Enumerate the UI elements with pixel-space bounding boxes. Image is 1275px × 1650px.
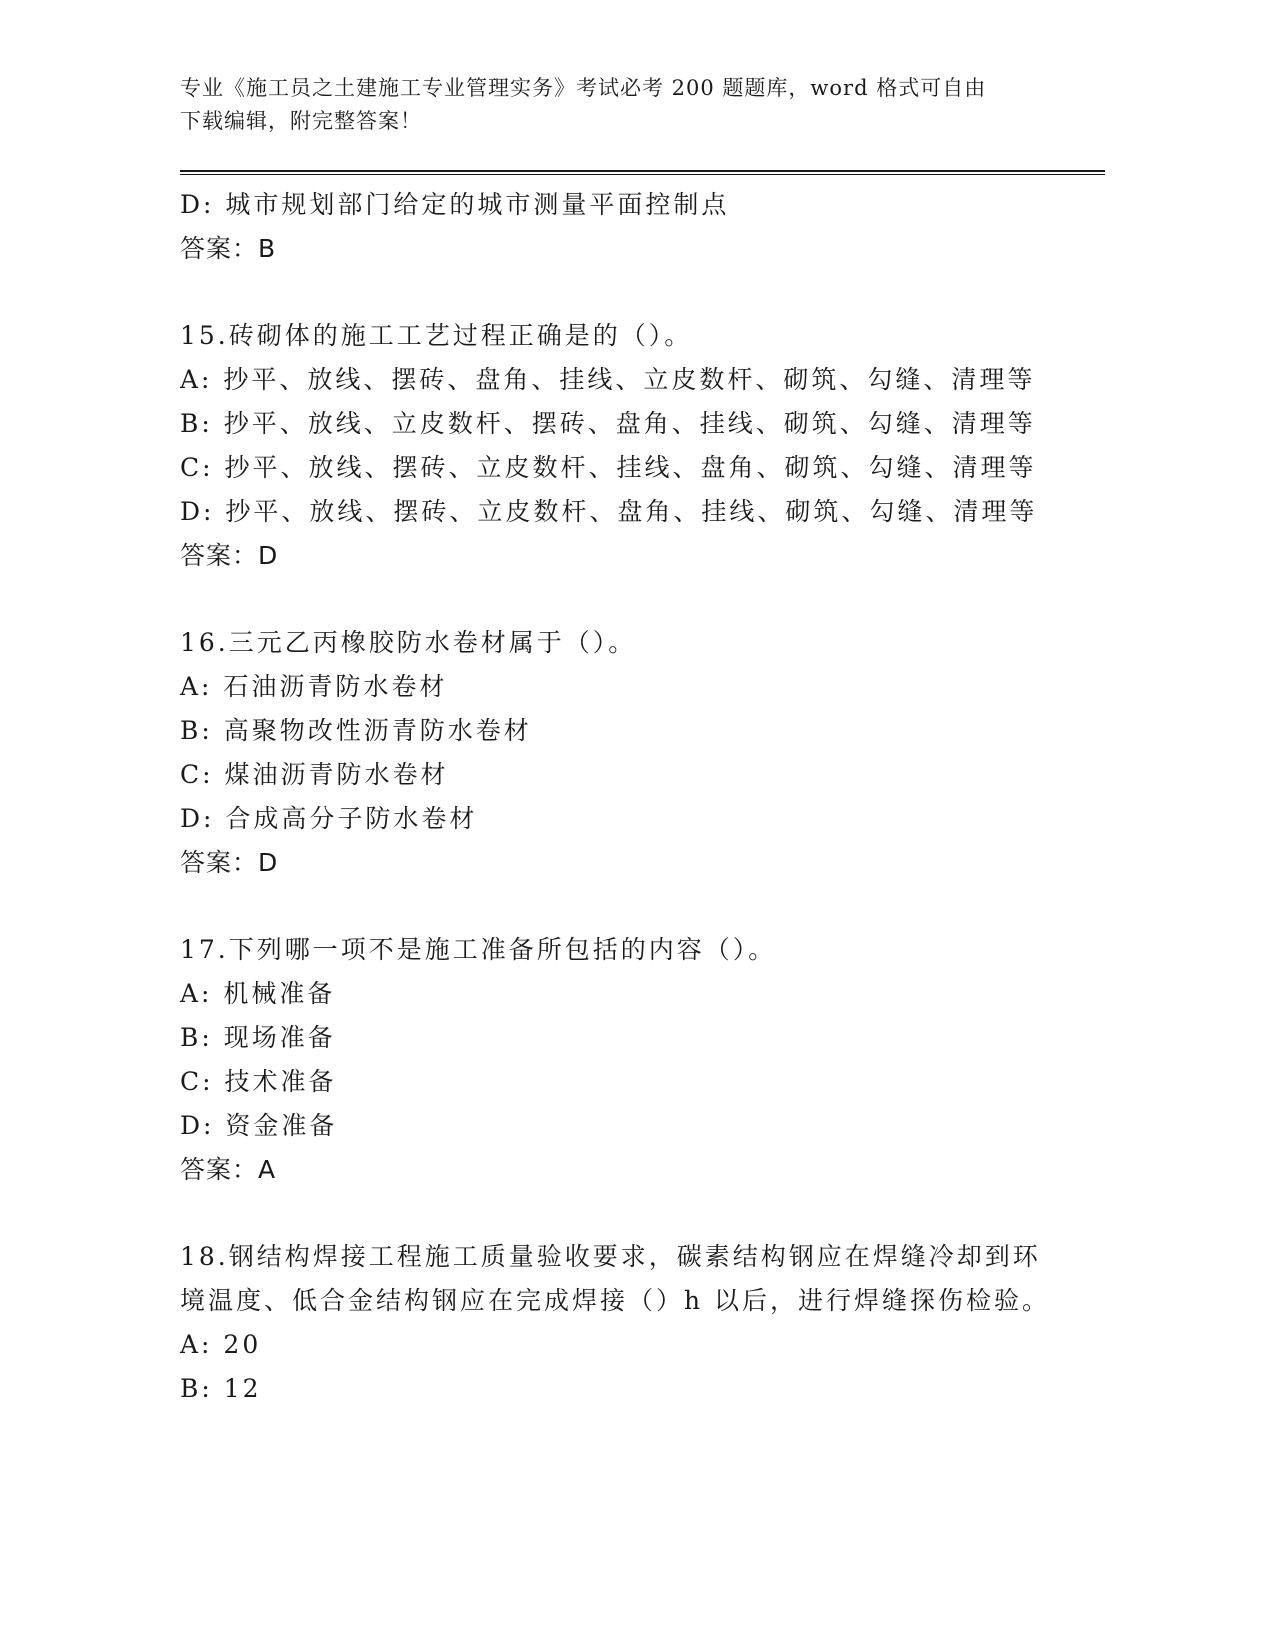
- spacer: [180, 271, 1080, 314]
- q16-option-b: B: 高聚物改性沥青防水卷材: [180, 716, 532, 745]
- header-divider-thick: [180, 170, 1105, 172]
- q17-answer: 答案：A: [180, 1155, 277, 1184]
- question-14-block: [180, 183, 1080, 271]
- header-line-2: 下载编辑，附完整答案！: [180, 109, 422, 133]
- spacer: [180, 578, 1080, 621]
- q15-option-a: A: 抄平、放线、摆砖、盘角、挂线、立皮数杆、砌筑、勾缝、清理等: [180, 365, 1036, 394]
- q15-answer: 答案：D: [180, 541, 279, 570]
- q16-answer: 答案：D: [180, 848, 279, 877]
- document-header: [180, 72, 1040, 138]
- spacer: [180, 885, 1080, 928]
- q16-option-c: C: 煤油沥青防水卷材: [180, 760, 449, 789]
- q16-question: 16.三元乙丙橡胶防水卷材属于（）。: [180, 628, 637, 657]
- q15-option-c: C: 抄平、放线、摆砖、立皮数杆、挂线、盘角、砌筑、勾缝、清理等: [180, 453, 1037, 482]
- q16-option-d: D: 合成高分子防水卷材: [180, 804, 478, 833]
- question-16-block: [180, 621, 1080, 885]
- q18-option-b: B: 12: [180, 1374, 262, 1403]
- q14-answer: 答案：B: [180, 234, 277, 263]
- spacer: [180, 1192, 1080, 1235]
- q14-option-d: D: 城市规划部门给定的城市测量平面控制点: [180, 190, 730, 219]
- question-17-block: [180, 928, 1080, 1192]
- q18-option-a: A: 20: [180, 1330, 262, 1359]
- q18-question-line-1: 18.钢结构焊接工程施工质量验收要求，碳素结构钢应在焊缝冷却到环: [180, 1242, 1041, 1271]
- header-divider-thin: [180, 174, 1105, 175]
- q16-option-a: A: 石油沥青防水卷材: [180, 672, 448, 701]
- header-line-1: 专业《施工员之土建施工专业管理实务》考试必考 200 题题库，word 格式可自由: [180, 76, 987, 100]
- q17-option-d: D: 资金准备: [180, 1111, 338, 1140]
- q15-question: 15.砖砌体的施工工艺过程正确是的（）。: [180, 321, 693, 350]
- q17-option-a: A: 机械准备: [180, 979, 336, 1008]
- q17-question: 17.下列哪一项不是施工准备所包括的内容（）。: [180, 935, 777, 964]
- q17-option-b: B: 现场准备: [180, 1023, 336, 1052]
- q15-option-d: D: 抄平、放线、摆砖、立皮数杆、盘角、挂线、砌筑、勾缝、清理等: [180, 497, 1038, 526]
- q15-option-b: B: 抄平、放线、立皮数杆、摆砖、盘角、挂线、砌筑、勾缝、清理等: [180, 409, 1036, 438]
- question-15-block: [180, 314, 1080, 578]
- q18-question-line-2: 境温度、低合金结构钢应在完成焊接（）h 以后，进行焊缝探伤检验。: [180, 1286, 1051, 1315]
- q17-option-c: C: 技术准备: [180, 1067, 337, 1096]
- document-body: [180, 183, 1080, 1411]
- question-18-block: [180, 1235, 1080, 1411]
